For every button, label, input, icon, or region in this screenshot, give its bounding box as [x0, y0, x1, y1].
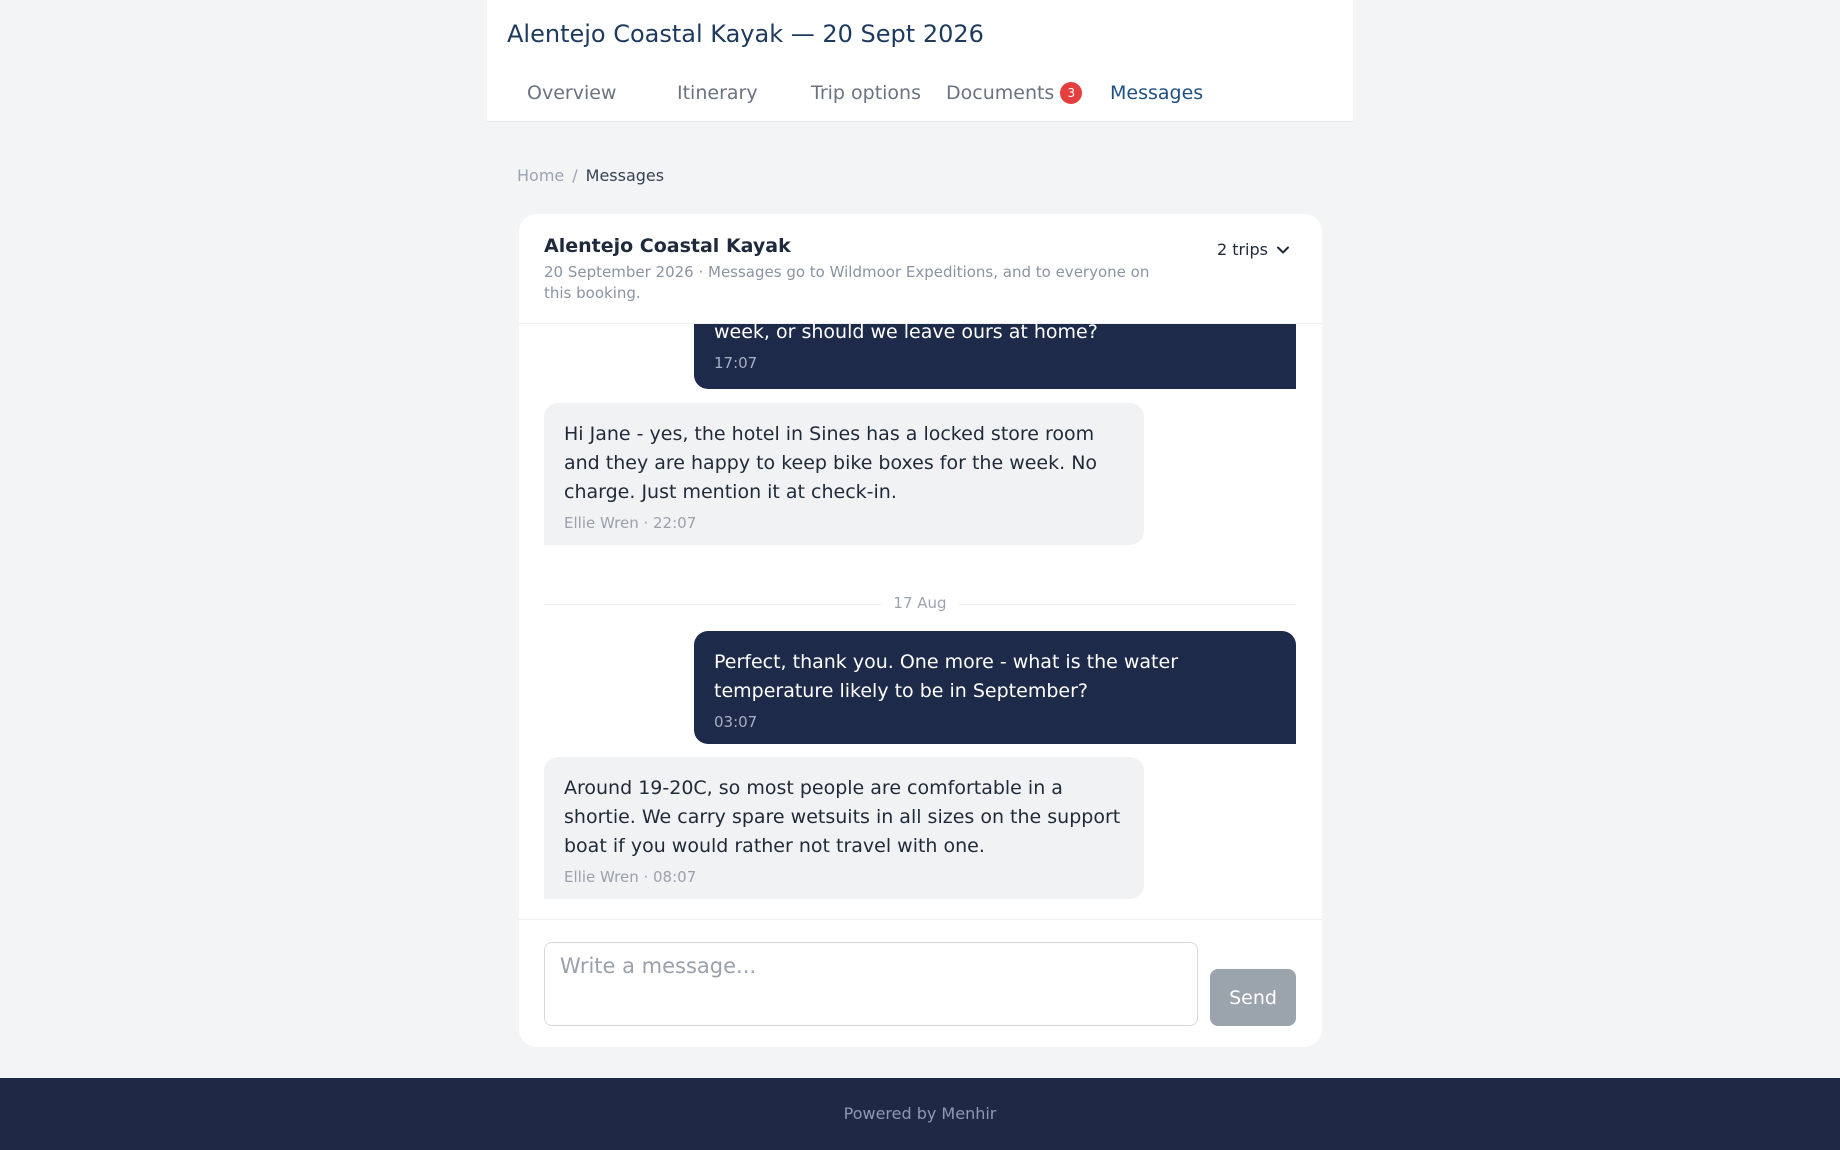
- conversation-title: Alentejo Coastal Kayak: [544, 235, 791, 257]
- trips-dropdown[interactable]: [1217, 240, 1290, 259]
- day-divider: [544, 594, 1296, 614]
- day-divider-label: 17 Aug: [881, 594, 958, 612]
- message-text: Around 19-20C, so most people are comfortable in a shortie. We carry spare wetsuits in all sizes on the support boat if you would rather not travel with one.: [564, 777, 1121, 857]
- conversation-card: [519, 214, 1322, 1047]
- tab-documents[interactable]: [946, 82, 1082, 104]
- message-text: Hi Jane - yes, the hotel in Sines has a locked store room and they are happy to keep bike boxes for the week. No charge. Just mention it at check-in.: [564, 423, 1098, 503]
- conversation-header: [519, 214, 1322, 324]
- message-text: week, or should we leave ours at home?: [714, 324, 1098, 343]
- message-incoming: [544, 403, 1144, 545]
- tab-bar: [487, 82, 1353, 108]
- send-button[interactable]: Send: [1210, 969, 1296, 1026]
- breadcrumb-separator: /: [572, 166, 578, 185]
- conversation-subtitle: 20 September 2026 · Messages go to Wildmoor Expeditions, and to everyone on this booking.: [544, 263, 1150, 302]
- breadcrumb: [517, 166, 664, 185]
- message-outgoing: [694, 631, 1296, 744]
- message-outgoing: [694, 324, 1296, 389]
- tab-trip-options[interactable]: Trip options: [811, 82, 921, 104]
- message-incoming: [544, 757, 1144, 899]
- message-composer: [519, 919, 1322, 1047]
- breadcrumb-current: Messages: [585, 166, 665, 185]
- footer-powered-by: Powered by Menhir: [843, 1104, 997, 1123]
- footer: [0, 1078, 1840, 1150]
- message-thread[interactable]: [519, 324, 1322, 929]
- trip-title: Alentejo Coastal Kayak — 20 Sept 2026: [507, 20, 984, 48]
- message-time: 03:07: [714, 713, 758, 731]
- tab-messages[interactable]: Messages: [1110, 82, 1204, 104]
- trips-dropdown-label: 2 trips: [1216, 240, 1268, 259]
- message-time: 17:07: [714, 354, 758, 372]
- message-sender-time: Ellie Wren · 22:07: [564, 514, 697, 532]
- tab-documents-label: Documents: [946, 82, 1055, 104]
- message-text: Perfect, thank you. One more - what is the water temperature likely to be in September?: [714, 651, 1179, 702]
- chevron-down-icon: [1276, 243, 1290, 257]
- documents-count-badge: 3: [1060, 82, 1082, 104]
- message-input[interactable]: [544, 942, 1198, 1026]
- top-header: [487, 0, 1353, 122]
- message-sender-time: Ellie Wren · 08:07: [564, 868, 697, 886]
- breadcrumb-home[interactable]: Home: [517, 166, 565, 185]
- tab-overview[interactable]: Overview: [527, 82, 617, 104]
- tab-itinerary[interactable]: Itinerary: [677, 82, 758, 104]
